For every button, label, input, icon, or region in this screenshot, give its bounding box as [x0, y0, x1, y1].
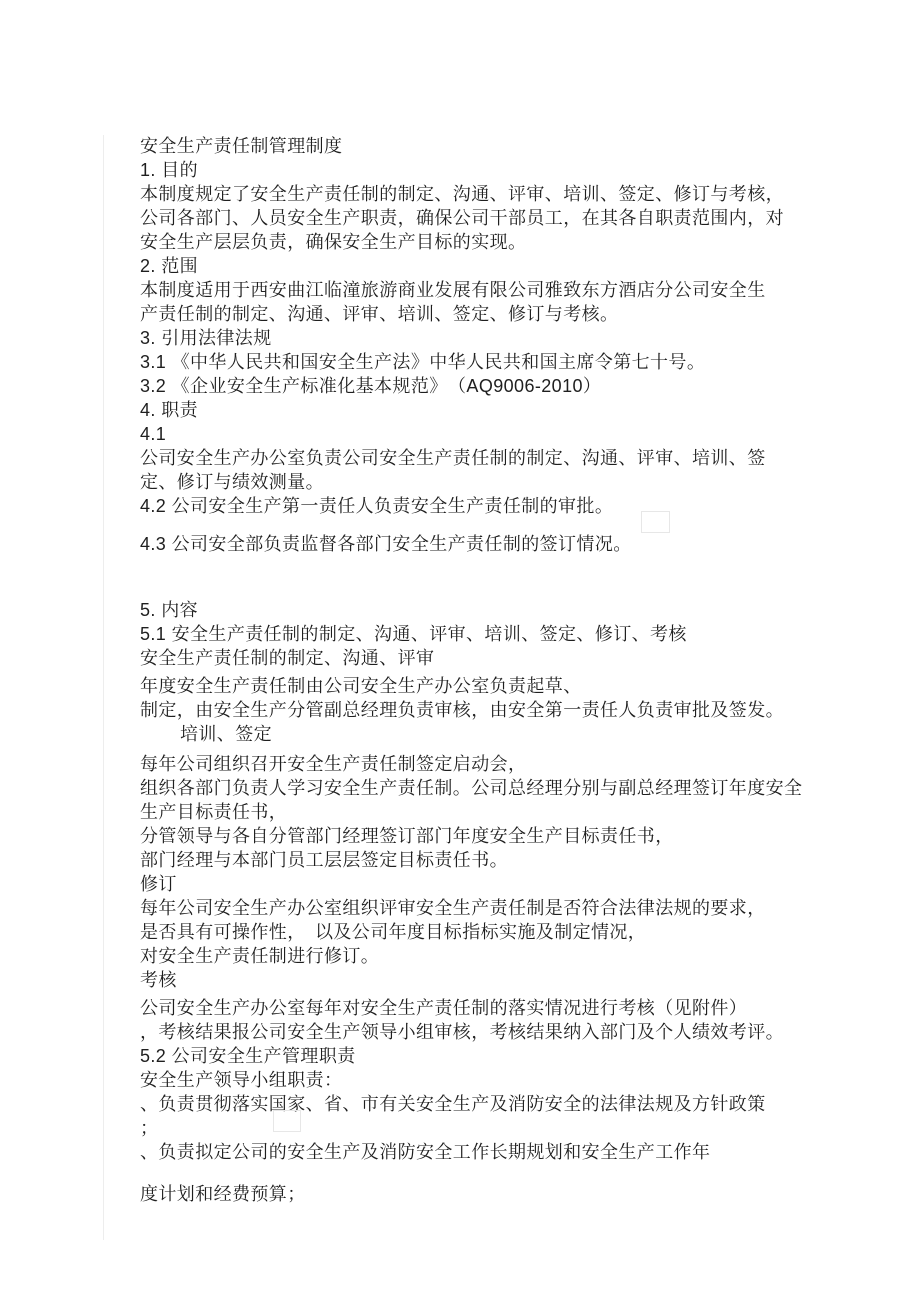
doc-line: 公司安全生产办公室每年对安全生产责任制的落实情况进行考核（见附件）	[140, 998, 748, 1018]
section-heading-content: 5. 内容	[140, 600, 199, 620]
placeholder-box	[273, 1110, 301, 1132]
doc-line: 公司安全生产办公室负责公司安全生产责任制的制定、沟通、评审、培训、签	[140, 448, 766, 468]
doc-line: ；	[140, 1118, 159, 1138]
doc-line: 安全生产责任制的制定、沟通、评审	[140, 648, 435, 668]
section-heading-purpose: 1. 目的	[140, 160, 199, 180]
numbered-clause: 3.1 《中华人民共和国安全生产法》中华人民共和国主席令第七十号。	[140, 352, 706, 372]
doc-line: 培训、签定	[180, 724, 272, 744]
numbered-clause: 4.2 公司安全生产第一责任人负责安全生产责任制的审批。	[140, 496, 614, 516]
numbered-clause: 5.1 安全生产责任制的制定、沟通、评审、培训、签定、修订、考核	[140, 624, 687, 644]
doc-line: 安全生产层层负责，确保安全生产目标的实现。	[140, 232, 527, 252]
doc-line: 安全生产领导小组职责：	[140, 1070, 343, 1090]
numbered-clause: 4.3 公司安全部负责监督各部门安全生产责任制的签订情况。	[140, 534, 632, 554]
doc-line: 生产目标责任书，	[140, 802, 288, 822]
section-heading-scope: 2. 范围	[140, 256, 199, 276]
document-title: 安全生产责任制管理制度	[140, 136, 343, 156]
page-guide-line	[103, 135, 104, 1240]
doc-line: 组织各部门负责人学习安全生产责任制。公司总经理分别与副总经理签订年度安全	[140, 778, 803, 798]
doc-line: 部门经理与本部门员工层层签定目标责任书。	[140, 850, 508, 870]
doc-line: 度计划和经费预算；	[140, 1184, 306, 1204]
doc-line: 、负责拟定公司的安全生产及消防安全工作长期规划和安全生产工作年	[140, 1142, 711, 1162]
doc-line: 制定，由安全生产分管副总经理负责审核，由安全第一责任人负责审批及签发。	[140, 700, 784, 720]
doc-line: 分管领导与各自分管部门经理签订部门年度安全生产目标责任书，	[140, 826, 674, 846]
doc-line: 公司各部门、人员安全生产职责，确保公司干部员工，在其各自职责范围内，对	[140, 208, 784, 228]
doc-line: 年度安全生产责任制由公司安全生产办公室负责起草、	[140, 676, 582, 696]
doc-line: 每年公司安全生产办公室组织评审安全生产责任制是否符合法律法规的要求，	[140, 898, 766, 918]
document-body	[140, 134, 840, 1206]
placeholder-box	[641, 511, 670, 533]
numbered-clause: 3.2 《企业安全生产标准化基本规范》 （AQ9006-2010）	[140, 376, 602, 396]
subheading-revision: 修订	[140, 874, 177, 894]
subheading-assessment: 考核	[140, 970, 177, 990]
section-heading-references: 3. 引用法律法规	[140, 328, 272, 348]
numbered-clause: 4.1	[140, 424, 167, 444]
doc-line: 本制度适用于西安曲江临潼旅游商业发展有限公司雅致东方酒店分公司安全生	[140, 280, 766, 300]
numbered-clause: 5.2 公司安全生产管理职责	[140, 1046, 356, 1066]
doc-line: 定、修订与绩效测量。	[140, 472, 324, 492]
doc-line: 、负责贯彻落实国家、省、市有关安全生产及消防安全的法律法规及方针政策	[140, 1094, 766, 1114]
doc-line: 每年公司组织召开安全生产责任制签定启动会，	[140, 754, 527, 774]
doc-line: 是否具有可操作性， 以及公司年度目标指标实施及制定情况，	[140, 922, 647, 942]
doc-line: ，考核结果报公司安全生产领导小组审核，考核结果纳入部门及个人绩效考评。	[140, 1022, 784, 1042]
section-heading-duties: 4. 职责	[140, 400, 199, 420]
doc-line: 对安全生产责任制进行修订。	[140, 946, 380, 966]
doc-line: 产责任制的制定、沟通、评审、培训、签定、修订与考核。	[140, 304, 619, 324]
doc-line: 本制度规定了安全生产责任制的制定、沟通、评审、培训、签定、修订与考核，	[140, 184, 784, 204]
